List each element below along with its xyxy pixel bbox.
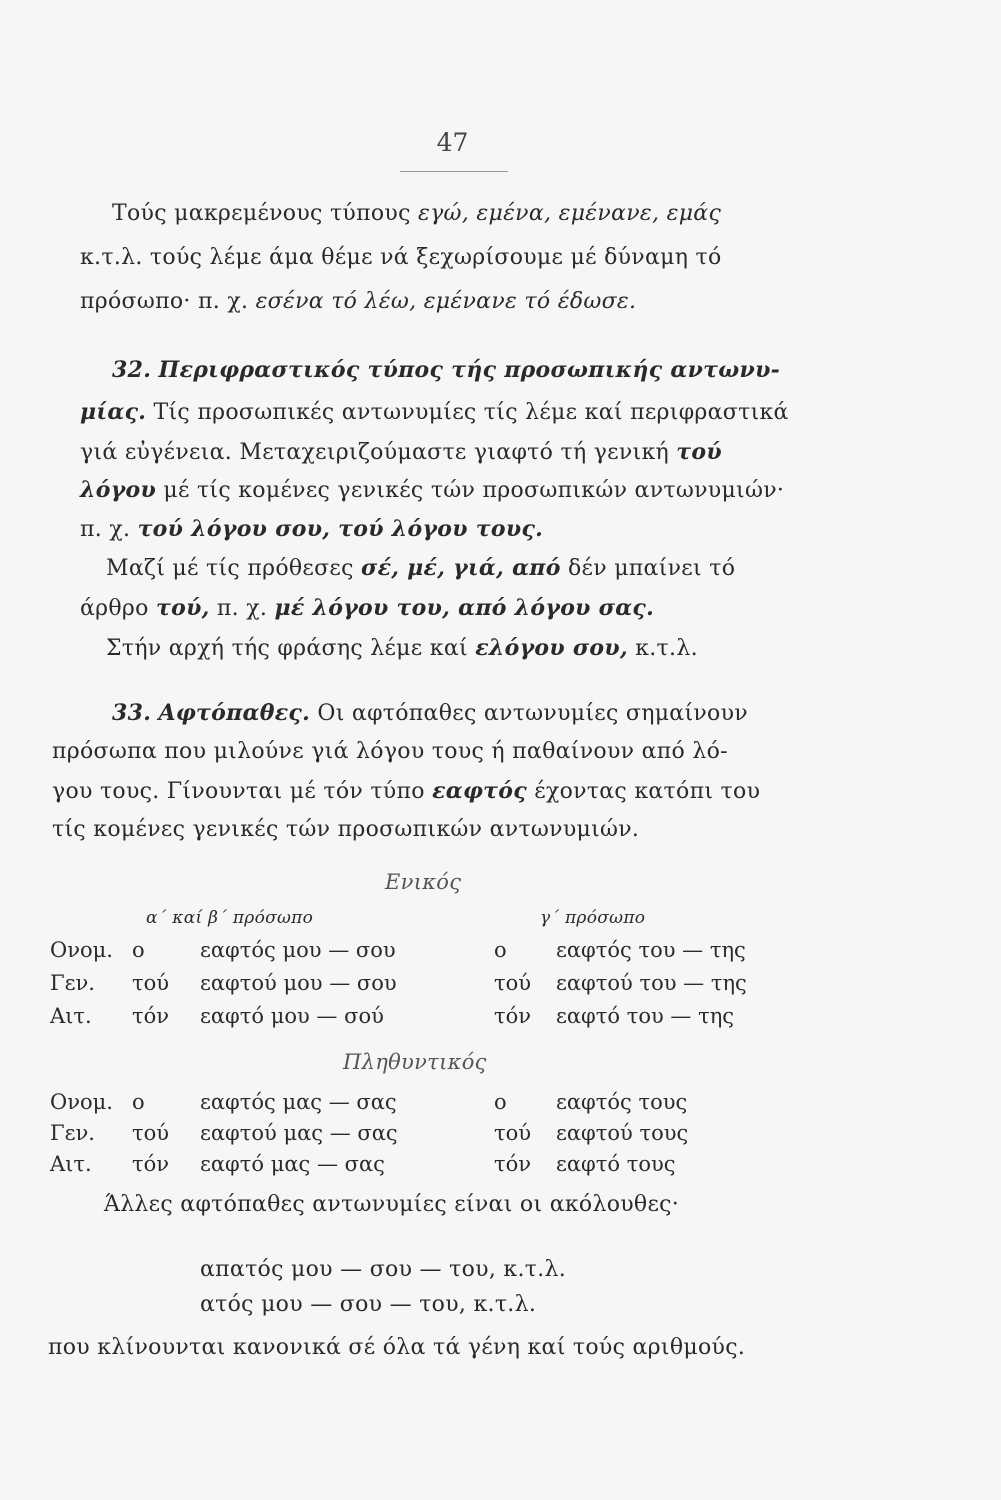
pronoun-form: εαφτού μου — σου: [200, 971, 397, 995]
s33-line-2: πρόσωπα που μιλούνε γιά λόγου τους ή παθαίνουν από λό-: [52, 739, 728, 764]
italic-text: εγώ, εμένα, εμένανε, εμάς: [417, 201, 722, 226]
article: τού: [494, 971, 532, 995]
text: Τίς προσωπικές αντωνυμίες τίς λέμε καί περιφραστικά: [146, 400, 789, 425]
closing-line: που κλίνουνται κανονικά σέ όλα τά γένη καί τούς αριθμούς.: [48, 1335, 746, 1360]
s33-line-3: [52, 776, 760, 807]
text: γιά εὐγένεια. Μεταχειριζούμαστε γιαφτό τή γενική: [80, 440, 677, 465]
article: τού: [494, 1121, 532, 1145]
case-label: Ονομ.: [50, 1090, 113, 1114]
s32-line-2: [80, 397, 789, 428]
section-title: Περιφραστικός τύπος τής προσωπικής αντωνυ-: [158, 357, 781, 383]
article: ο: [494, 938, 507, 962]
italic-text: εσένα τό λέω, εμένανε τό έδωσε.: [255, 289, 637, 314]
section-33-heading: [112, 698, 748, 729]
p1-line-1: [112, 199, 721, 229]
article: τόν: [494, 1004, 532, 1028]
text: έχοντας κατόπι του: [526, 779, 761, 804]
s32-line-5: [80, 514, 543, 545]
section-32-heading: [112, 355, 780, 386]
section-title: Αφτόπαθες.: [158, 700, 311, 726]
p1-line-3: [80, 287, 636, 317]
case-label: Γεν.: [50, 1121, 95, 1145]
text: π. χ.: [80, 517, 138, 542]
column-heading-first-second-person: α΄ καί β΄ πρόσωπο: [146, 908, 314, 928]
pronoun-form: εαφτού του — της: [556, 971, 747, 995]
case-label: Αιτ.: [50, 1152, 92, 1176]
bold-text: σέ, μέ, γιά, από: [361, 555, 561, 581]
pronoun-form: εαφτός του — της: [556, 938, 746, 962]
bold-text: τού λόγου σου, τού λόγου τους.: [137, 516, 544, 542]
bold-text: ελόγου σου,: [475, 635, 628, 661]
s32-line-8: [106, 633, 698, 664]
text: π. χ.: [209, 596, 275, 621]
bold-text: εαφτός: [432, 778, 527, 804]
singular-heading: Ενικός: [385, 870, 462, 894]
header-rule: [400, 171, 508, 172]
pronoun-form: εαφτού τους: [556, 1121, 689, 1145]
plural-heading: Πληθυντικός: [343, 1050, 487, 1074]
text: μέ τίς κομένες γενικές τών προσωπικών αντωνυμιών·: [156, 478, 785, 503]
bold-text: μέ λόγου του, από λόγου σας.: [274, 595, 655, 621]
s32-line-3: [80, 437, 722, 468]
s32-line-6: [106, 553, 735, 584]
article: τού: [132, 1121, 170, 1145]
others-intro: Άλλες αφτόπαθες αντωνυμίες είναι οι ακόλουθες·: [104, 1192, 680, 1217]
case-label: Γεν.: [50, 971, 95, 995]
section-number: 32.: [112, 357, 152, 383]
bold-text: μίας.: [80, 399, 147, 425]
case-label: Αιτ.: [50, 1004, 92, 1028]
article: τόν: [494, 1152, 532, 1176]
others-line-2: ατός μου — σου — του, κ.τ.λ.: [200, 1292, 537, 1317]
s33-line-4: τίς κομένες γενικές τών προσωπικών αντωνυμιών.: [52, 817, 640, 842]
pronoun-form: εαφτός τους: [556, 1090, 688, 1114]
case-label: Ονομ.: [50, 938, 113, 962]
page-number: 47: [436, 128, 469, 157]
s32-line-4: [80, 475, 784, 506]
text: δέν μπαίνει τό: [560, 556, 736, 581]
section-number: 33.: [112, 700, 152, 726]
text: Οι αφτόπαθες αντωνυμίες σημαίνουν: [310, 701, 748, 726]
article: ο: [494, 1090, 507, 1114]
bold-text: τού: [676, 439, 722, 465]
text: Μαζί μέ τίς πρόθεσες: [106, 556, 362, 581]
pronoun-form: εαφτό του — της: [556, 1004, 735, 1028]
p1-line-2: κ.τ.λ. τούς λέμε άμα θέμε νά ξεχωρίσουμε μέ δύναμη τό: [80, 245, 722, 270]
text: άρθρο: [80, 596, 157, 621]
article: τού: [132, 971, 170, 995]
article: ο: [132, 938, 145, 962]
column-heading-third-person: γ΄ πρόσωπο: [540, 908, 646, 928]
text: Τούς μακρεμένους τύπους: [112, 201, 418, 226]
pronoun-form: εαφτό μου — σού: [200, 1004, 384, 1028]
text: Στήν αρχή τής φράσης λέμε καί: [106, 636, 476, 661]
text: πρόσωπο· π. χ.: [80, 289, 256, 314]
s32-line-7: [80, 593, 654, 624]
text: κ.τ.λ.: [627, 636, 698, 661]
others-line-1: απατός μου — σου — του, κ.τ.λ.: [200, 1257, 567, 1282]
bold-text: λόγου: [80, 477, 157, 503]
text: γου τους. Γίνουνται μέ τόν τύπο: [52, 779, 433, 804]
pronoun-form: εαφτού μας — σας: [200, 1121, 398, 1145]
pronoun-form: εαφτός μου — σου: [200, 938, 396, 962]
pronoun-form: εαφτό μας — σας: [200, 1152, 385, 1176]
bold-text: τού,: [156, 595, 210, 621]
pronoun-form: εαφτός μας — σας: [200, 1090, 397, 1114]
article: ο: [132, 1090, 145, 1114]
article: τόν: [132, 1152, 170, 1176]
article: τόν: [132, 1004, 170, 1028]
pronoun-form: εαφτό τους: [556, 1152, 676, 1176]
